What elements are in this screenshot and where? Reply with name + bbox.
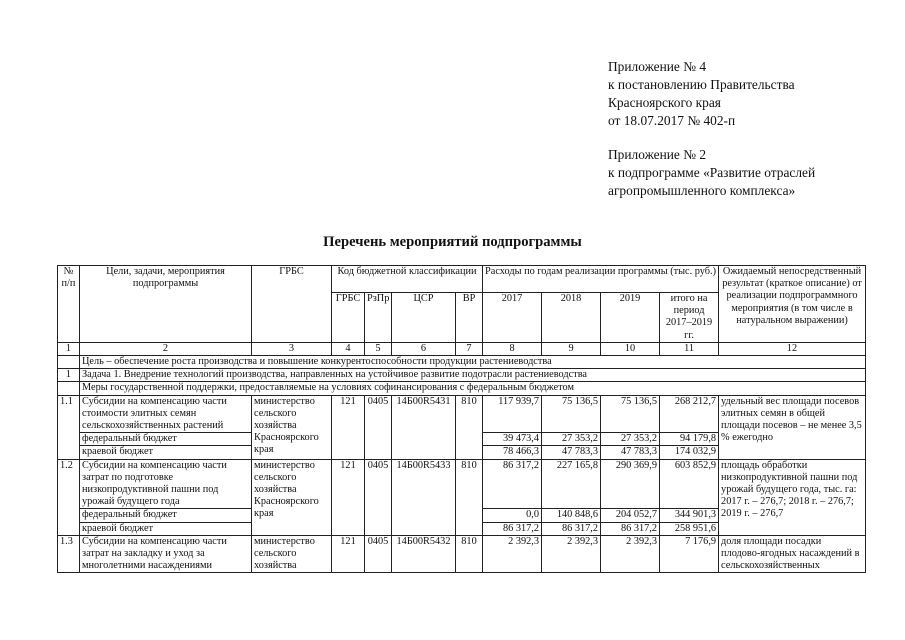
header-sub-2019: 2019 bbox=[601, 293, 660, 343]
header-sub-2018: 2018 bbox=[542, 293, 601, 343]
total-2018: 75 136,5 bbox=[542, 395, 601, 433]
header-sub-vr: ВР bbox=[456, 293, 483, 343]
code-csr: 14Б00R5433 bbox=[392, 459, 456, 535]
header-result: Ожидаемый непосредственный результат (краткое описание) от реализации подпрограммного мероприятия (в том числе в натуральном выражении) bbox=[719, 266, 866, 343]
federal-sum: 344 901,3 bbox=[660, 509, 719, 522]
header-code-group: Код бюджетной классификации bbox=[332, 266, 483, 293]
measure-result: удельный вес площади посевов элитных семян в общей площади посевов – не менее 3,5 % ежегодно bbox=[719, 395, 866, 459]
measure-result: доля площади посадки плодово-ягодных насаждений в сельскохозяйственных bbox=[719, 535, 866, 573]
code-rzpr: 0405 bbox=[365, 395, 392, 459]
total-2019: 2 392,3 bbox=[601, 535, 660, 573]
federal-label: федеральный бюджет bbox=[80, 509, 252, 522]
code-rzpr: 0405 bbox=[365, 459, 392, 535]
code-vr: 810 bbox=[456, 459, 483, 535]
header-num: № п/п bbox=[58, 266, 80, 343]
measure-name: Субсидии на компенсацию части затрат на закладку и уход за многолетними насаждениями bbox=[80, 535, 252, 573]
code-vr: 810 bbox=[456, 395, 483, 459]
header-sub-grbs: ГРБС bbox=[332, 293, 365, 343]
measure-grbs: министерство сельского хозяйства Красноярского края bbox=[252, 459, 332, 535]
federal-2017: 39 473,4 bbox=[483, 433, 542, 446]
appendix-header-1 bbox=[608, 58, 795, 130]
measure-name: Субсидии на компенсацию части стоимости элитных семян сельскохозяйственных растений bbox=[80, 395, 252, 433]
task-row: Задача 1. Внедрение технологий производства, направленных на устойчивое развитие подотрасли растениеводства bbox=[80, 369, 866, 382]
code-grbs: 121 bbox=[332, 459, 365, 535]
header-line: Приложение № 4 bbox=[608, 59, 707, 74]
federal-2019: 204 052,7 bbox=[601, 509, 660, 522]
total-sum: 603 852,9 bbox=[660, 459, 719, 509]
appendix-header-2 bbox=[608, 146, 815, 200]
total-2017: 2 392,3 bbox=[483, 535, 542, 573]
regional-sum: 258 951,6 bbox=[660, 522, 719, 535]
measures-row-num bbox=[58, 382, 80, 395]
measure-grbs: министерство сельского хозяйства bbox=[252, 535, 332, 573]
header-sub-total: итого на период 2017–2019 гг. bbox=[660, 293, 719, 343]
measures-table bbox=[57, 265, 866, 573]
colnum: 8 bbox=[483, 342, 542, 355]
federal-2018: 140 848,6 bbox=[542, 509, 601, 522]
header-expense-group: Расходы по годам реализации программы (тыс. руб.) bbox=[483, 266, 719, 293]
code-csr: 14Б00R5432 bbox=[392, 535, 456, 573]
row-num: 1.2 bbox=[58, 459, 80, 535]
colnum: 2 bbox=[80, 342, 252, 355]
colnum: 11 bbox=[660, 342, 719, 355]
regional-label: краевой бюджет bbox=[80, 522, 252, 535]
header-grbs: ГРБС bbox=[252, 266, 332, 343]
header-line: агропромышленного комплекса» bbox=[608, 183, 796, 198]
colnum: 12 bbox=[719, 342, 866, 355]
regional-label: краевой бюджет bbox=[80, 446, 252, 459]
goal-row: Цель – обеспечение роста производства и повышение конкурентоспособности продукции растениеводства bbox=[80, 356, 866, 369]
federal-label: федеральный бюджет bbox=[80, 433, 252, 446]
colnum: 10 bbox=[601, 342, 660, 355]
header-line: Приложение № 2 bbox=[608, 147, 707, 162]
code-grbs: 121 bbox=[332, 535, 365, 573]
total-2017: 117 939,7 bbox=[483, 395, 542, 433]
regional-2017: 86 317,2 bbox=[483, 522, 542, 535]
code-csr: 14Б00R5431 bbox=[392, 395, 456, 459]
colnum: 7 bbox=[456, 342, 483, 355]
regional-2018: 86 317,2 bbox=[542, 522, 601, 535]
colnum: 5 bbox=[365, 342, 392, 355]
colnum: 6 bbox=[392, 342, 456, 355]
regional-2019: 47 783,3 bbox=[601, 446, 660, 459]
colnum: 9 bbox=[542, 342, 601, 355]
measure-name: Субсидии на компенсацию части затрат по подготовке низкопродуктивной пашни под урожай будущего года bbox=[80, 459, 252, 509]
regional-2018: 47 783,3 bbox=[542, 446, 601, 459]
header-line: от 18.07.2017 № 402-п bbox=[608, 113, 736, 128]
total-2019: 75 136,5 bbox=[601, 395, 660, 433]
regional-sum: 174 032,9 bbox=[660, 446, 719, 459]
measure-grbs: министерство сельского хозяйства Красноярского края bbox=[252, 395, 332, 459]
colnum: 3 bbox=[252, 342, 332, 355]
total-2019: 290 369,9 bbox=[601, 459, 660, 509]
total-sum: 268 212,7 bbox=[660, 395, 719, 433]
federal-2017: 0,0 bbox=[483, 509, 542, 522]
header-sub-2017: 2017 bbox=[483, 293, 542, 343]
code-grbs: 121 bbox=[332, 395, 365, 459]
measure-result: площадь обработки низкопродуктивной пашни под урожай будущего года, тыс. га: 2017 г. – 276,7; 2018 г. – 276,7; 2019 г. – 276,7 bbox=[719, 459, 866, 535]
task-row-num: 1 bbox=[58, 369, 80, 382]
row-num: 1.3 bbox=[58, 535, 80, 573]
goal-row-num bbox=[58, 356, 80, 369]
code-rzpr: 0405 bbox=[365, 535, 392, 573]
code-vr: 810 bbox=[456, 535, 483, 573]
measures-row: Меры государственной поддержки, предоставляемые на условиях софинансирования с федеральным бюджетом bbox=[80, 382, 866, 395]
header-line: Красноярского края bbox=[608, 95, 721, 110]
header-sub-rzpr: РзПр bbox=[365, 293, 392, 343]
header-goals: Цели, задачи, мероприятия подпрограммы bbox=[80, 266, 252, 343]
federal-2019: 27 353,2 bbox=[601, 433, 660, 446]
federal-2018: 27 353,2 bbox=[542, 433, 601, 446]
row-num: 1.1 bbox=[58, 395, 80, 459]
colnum: 1 bbox=[58, 342, 80, 355]
colnum: 4 bbox=[332, 342, 365, 355]
total-2018: 2 392,3 bbox=[542, 535, 601, 573]
regional-2017: 78 466,3 bbox=[483, 446, 542, 459]
federal-sum: 94 179,8 bbox=[660, 433, 719, 446]
total-2017: 86 317,2 bbox=[483, 459, 542, 509]
header-sub-csr: ЦСР bbox=[392, 293, 456, 343]
header-line: к подпрограмме «Развитие отраслей bbox=[608, 165, 816, 180]
regional-2019: 86 317,2 bbox=[601, 522, 660, 535]
header-line: к постановлению Правительства bbox=[608, 77, 795, 92]
total-2018: 227 165,8 bbox=[542, 459, 601, 509]
document-title: Перечень мероприятий подпрограммы bbox=[323, 234, 582, 250]
total-sum: 7 176,9 bbox=[660, 535, 719, 573]
